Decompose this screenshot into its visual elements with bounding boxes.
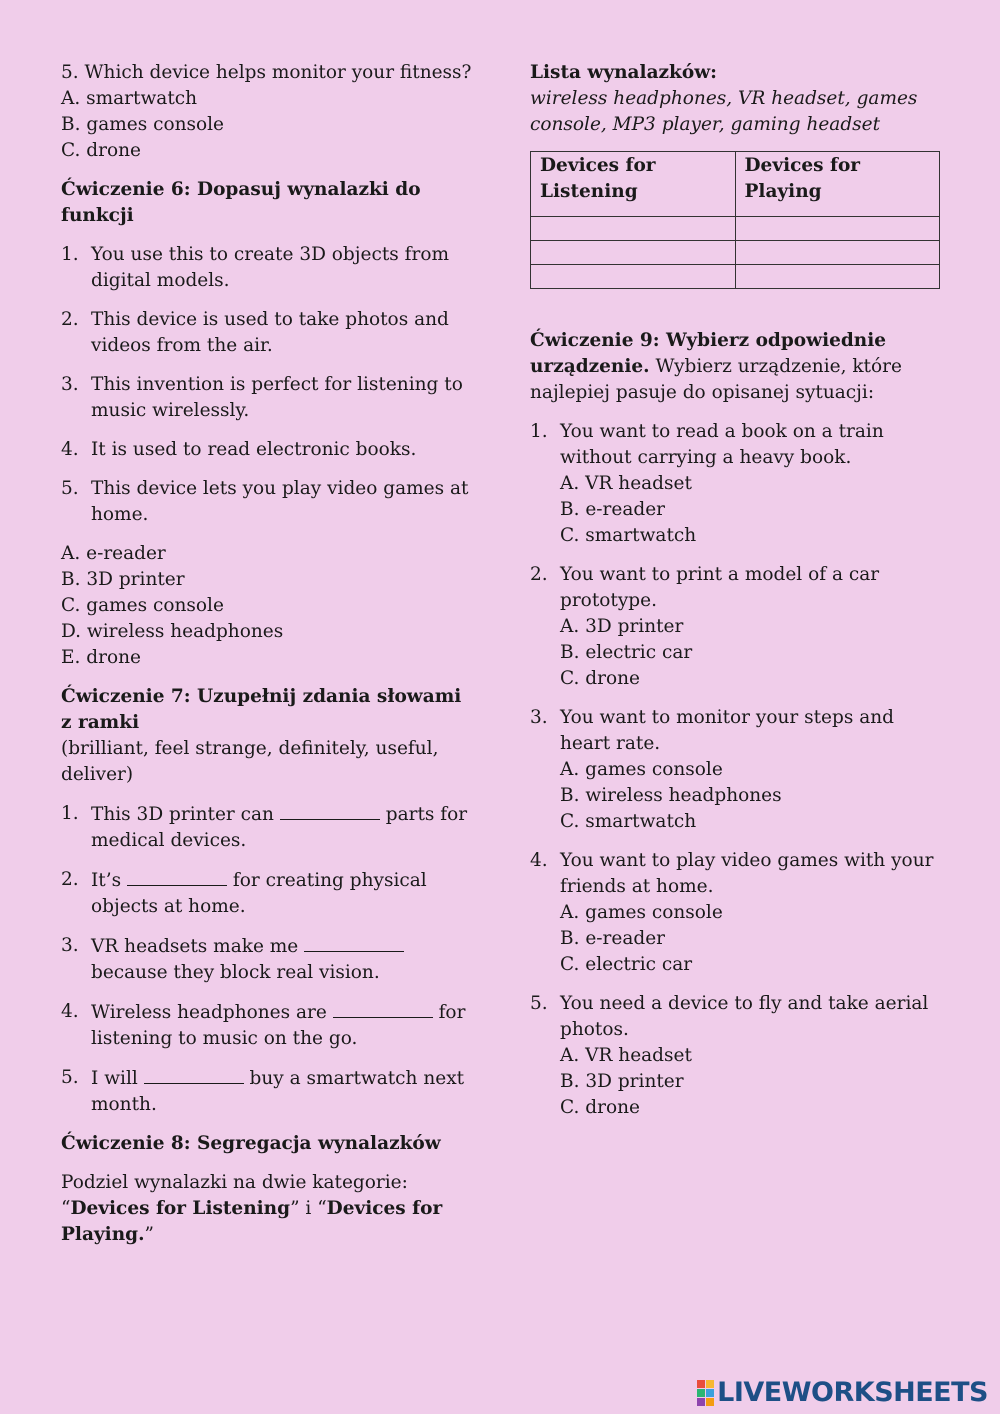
option-list <box>61 86 476 164</box>
exercise-6-list <box>61 242 476 528</box>
item-number: 5. <box>530 993 548 1014</box>
invention-list: wireless headphones, VR headset, games console, MP3 player, gaming headset <box>530 88 918 135</box>
right-column <box>530 60 945 1134</box>
list-item <box>530 848 945 978</box>
option[interactable]: C. smartwatch <box>560 811 697 832</box>
list-item <box>61 476 476 528</box>
item-number: 4. <box>61 439 79 460</box>
answer-choice[interactable]: A. e-reader <box>61 543 166 564</box>
option[interactable]: C. electric car <box>560 954 693 975</box>
column-header-playing: Devices for Playing <box>735 152 940 217</box>
list-item <box>530 705 945 835</box>
exercise-9-heading: Ćwiczenie 9: Wybierz odpowiednie urządzenie. <box>530 330 887 377</box>
table-cell[interactable] <box>735 241 940 265</box>
item-text: You want to read a book on a train without carrying a heavy book. <box>560 421 884 468</box>
item-text: It’s for creating physical objects at home. <box>91 867 476 920</box>
item-text: Wireless headphones are for listening to music on the go. <box>91 999 476 1052</box>
fill-in-blank[interactable] <box>144 1065 244 1084</box>
exercise-6-answer-choices <box>61 541 476 671</box>
item-body <box>560 848 945 978</box>
option[interactable]: B. 3D printer <box>560 1071 684 1092</box>
item-body <box>560 562 945 692</box>
item-text: This device lets you play video games at home. <box>91 478 469 525</box>
list-item <box>61 307 476 359</box>
exercise-7-word-box: (brilliant, feel strange, definitely, useful, deliver) <box>61 738 439 785</box>
table-row <box>531 217 940 241</box>
item-text: This 3D printer can parts for medical devices. <box>91 801 476 854</box>
item-number: 3. <box>530 707 548 728</box>
fill-in-blank[interactable] <box>280 801 380 820</box>
exercise-5-question-5 <box>61 60 476 164</box>
exercise-9-list <box>530 419 945 1121</box>
item-number: 3. <box>61 935 79 956</box>
invention-list-title: Lista wynalazków: <box>530 62 717 83</box>
item-text: You want to print a model of a car prototype. <box>560 564 880 611</box>
list-item <box>530 562 945 692</box>
category-listening: Devices for Listening <box>70 1198 291 1219</box>
item-text: You use this to create 3D objects from digital models. <box>91 244 450 291</box>
exercise-8-instructions: Podziel wynalazki na dwie kategorie: “Devices for Listening” i “Devices for Playing.” <box>61 1172 443 1245</box>
list-item <box>530 991 945 1121</box>
logo-square <box>697 1398 705 1406</box>
option[interactable]: B. e-reader <box>560 928 666 949</box>
option[interactable]: A. 3D printer <box>560 616 684 637</box>
table-cell[interactable] <box>531 217 736 241</box>
item-number: 1. <box>530 421 548 442</box>
logo-square <box>697 1380 705 1388</box>
exercise-7-list <box>61 801 476 1118</box>
list-item <box>530 419 945 549</box>
item-number: 3. <box>61 374 79 395</box>
option[interactable]: C. smartwatch <box>560 525 697 546</box>
item-number: 2. <box>61 309 79 330</box>
list-item <box>61 437 476 463</box>
list-item <box>61 933 476 986</box>
option-list <box>560 757 945 835</box>
item-number: 5. <box>61 1067 79 1088</box>
list-item <box>61 372 476 424</box>
item-text: You want to monitor your steps and heart rate. <box>560 707 895 754</box>
option[interactable]: A. games console <box>560 902 723 923</box>
option-c[interactable]: C. drone <box>61 140 141 161</box>
item-body <box>560 991 945 1121</box>
logo-square <box>706 1389 714 1397</box>
item-number: 4. <box>530 850 548 871</box>
list-item <box>61 999 476 1052</box>
option-list <box>560 1043 945 1121</box>
liveworksheets-logo <box>697 1377 988 1408</box>
item-number: 5. <box>61 478 79 499</box>
logo-text: LIVEWORKSHEETS <box>717 1377 988 1408</box>
option[interactable]: B. e-reader <box>560 499 666 520</box>
item-number: 2. <box>61 869 79 890</box>
table-cell[interactable] <box>735 265 940 289</box>
logo-square <box>697 1389 705 1397</box>
item-number: 2. <box>530 564 548 585</box>
item-number: 1. <box>61 803 79 824</box>
option-a[interactable]: A. smartwatch <box>61 88 198 109</box>
table-row <box>531 265 940 289</box>
answer-choice[interactable]: E. drone <box>61 647 141 668</box>
option-b[interactable]: B. games console <box>61 114 225 135</box>
option-list <box>560 900 945 978</box>
sorting-table <box>530 151 940 289</box>
option-list <box>560 471 945 549</box>
table-cell[interactable] <box>531 265 736 289</box>
item-body <box>560 705 945 835</box>
option[interactable]: C. drone <box>560 1097 640 1118</box>
fill-in-blank[interactable] <box>304 933 404 952</box>
list-item <box>61 867 476 920</box>
column-header-listening: Devices for Listening <box>531 152 736 217</box>
question-text: 5. Which device helps monitor your fitness? <box>61 62 472 83</box>
answer-choice[interactable]: C. games console <box>61 595 224 616</box>
item-body <box>560 419 945 549</box>
item-text: This device is used to take photos and videos from the air. <box>91 309 449 356</box>
option[interactable]: C. drone <box>560 668 640 689</box>
item-text: I will buy a smartwatch next month. <box>91 1065 476 1118</box>
instruction-text: Podziel wynalazki na dwie kategorie: <box>61 1172 408 1193</box>
table-cell[interactable] <box>735 217 940 241</box>
option[interactable]: B. electric car <box>560 642 693 663</box>
option[interactable]: B. wireless headphones <box>560 785 782 806</box>
exercise-9-instructions: Wybierz urządzenie, które najlepiej pasuje do opisanej sytuacji: <box>530 356 902 403</box>
liveworksheets-logo-icon <box>697 1380 714 1406</box>
table-row <box>531 241 940 265</box>
exercise-6-title: Ćwiczenie 6: Dopasuj wynalazki do funkcji <box>61 179 421 226</box>
option[interactable]: A. games console <box>560 759 723 780</box>
fill-in-blank[interactable] <box>333 999 433 1018</box>
exercise-8-title: Ćwiczenie 8: Segregacja wynalazków <box>61 1133 441 1154</box>
logo-square <box>706 1398 714 1406</box>
category-playing: Devices for Playing. <box>61 1198 443 1245</box>
item-number: 1. <box>61 244 79 265</box>
item-number: 4. <box>61 1001 79 1022</box>
list-item <box>61 242 476 294</box>
item-text: VR headsets make me because they block real vision. <box>91 933 476 986</box>
table-cell[interactable] <box>531 241 736 265</box>
option[interactable]: A. VR headset <box>560 473 692 494</box>
answer-choice[interactable]: D. wireless headphones <box>61 621 284 642</box>
left-column <box>61 60 476 1248</box>
answer-choice[interactable]: B. 3D printer <box>61 569 185 590</box>
item-text: You need a device to fly and take aerial photos. <box>560 993 929 1040</box>
item-text: This invention is perfect for listening to music wirelessly. <box>91 374 463 421</box>
list-item <box>61 1065 476 1118</box>
fill-in-blank[interactable] <box>127 867 227 886</box>
item-text: It is used to read electronic books. <box>91 439 417 460</box>
option-list <box>560 614 945 692</box>
item-text: You want to play video games with your friends at home. <box>560 850 934 897</box>
list-item <box>61 801 476 854</box>
exercise-7-title: Ćwiczenie 7: Uzupełnij zdania słowami z ramki <box>61 686 462 733</box>
logo-square <box>706 1380 714 1388</box>
option[interactable]: A. VR headset <box>560 1045 692 1066</box>
exercise-9-title <box>530 328 945 406</box>
